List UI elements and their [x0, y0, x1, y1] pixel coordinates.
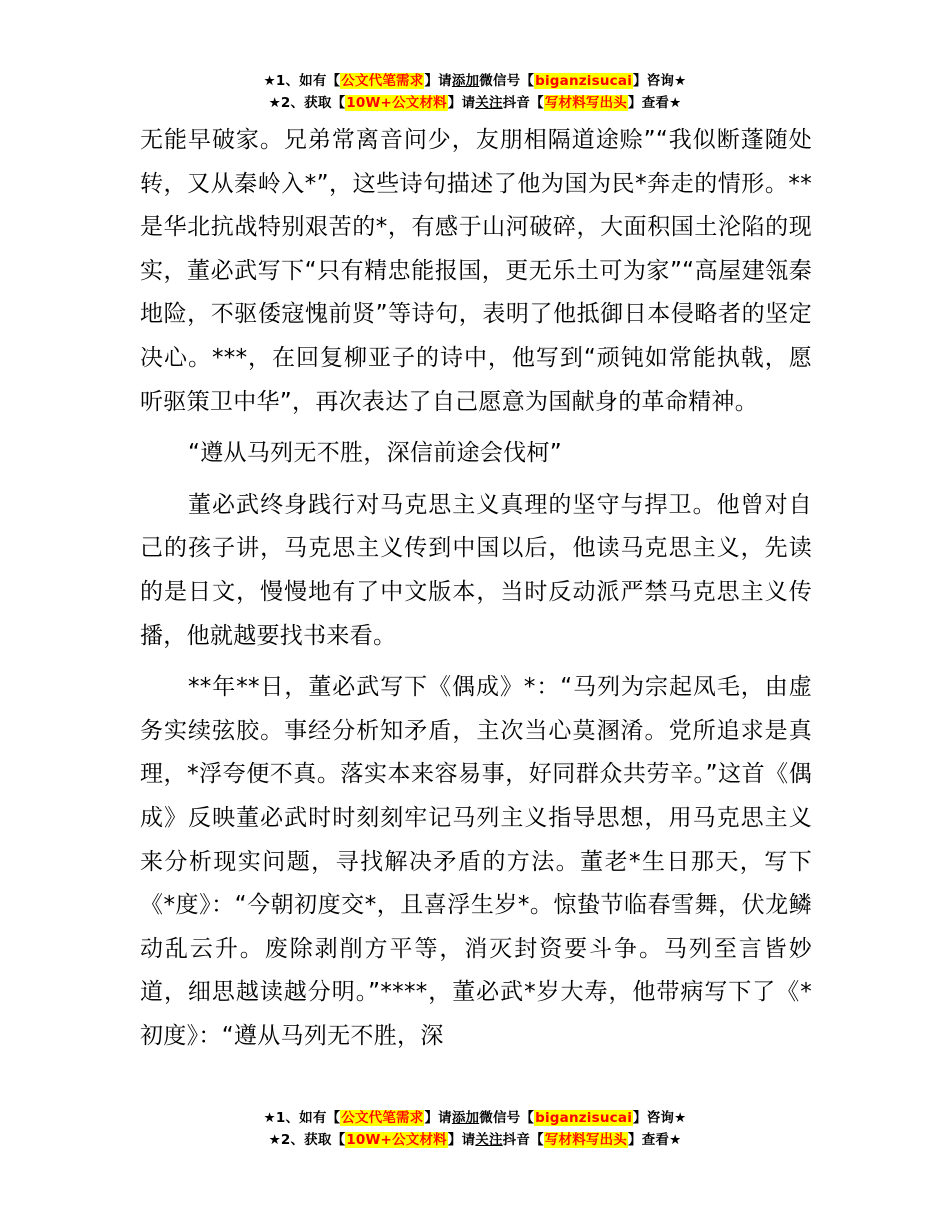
paragraph-1: 无能早破家。兄弟常离音问少，友朋相隔道途赊”“我似断蓬随处转，又从秦岭入*”，这些诗句描述了他为国为民*奔走的情形。**是华北抗战特别艰苦的*，有感于山河破碎，大面积国土沦陷的现实，董必武写下“只有精忠能报国，更无乐土可为家”“高屋建瓴秦地险，不驱倭寇愧前贤”等诗句，表明了他抵御日本侵略者的坚定决心。***，在回复柳亚子的诗中，他写到“顽钝如常能执戟，愿听驱策卫中华”，再次表达了自己愿意为国献身的革命精神。	[140, 127, 812, 415]
highlight-materials: 10W+公文材料	[346, 95, 447, 111]
banner-line-2: ★2、获取【10W+公文材料】请关注抖音【写材料写出头】查看★	[268, 1132, 682, 1148]
highlight-wechat-id: biganzisucai	[535, 73, 633, 89]
paragraph-2: 董必武终身践行对马克思主义真理的坚守与捍卫。他曾对自己的孩子讲，马克思主义传到中国以后，他读马克思主义，先读的是日文，慢慢地有了中文版本，当时反动派严禁马克思主义传播，他就越要找书来看。	[140, 491, 812, 649]
highlight-materials: 10W+公文材料	[346, 1132, 447, 1148]
header-banner	[0, 70, 950, 114]
banner-line-1: ★1、如有【公文代笔需求】请添加微信号【biganzisucai】咨询★	[263, 73, 687, 89]
banner-line-1: ★1、如有【公文代笔需求】请添加微信号【biganzisucai】咨询★	[263, 1110, 687, 1126]
paragraph-3: **年**日，董必武写下《偶成》*：“马列为宗起凤毛，由虚务实续弦胶。事经分析知矛盾，主次当心莫溷淆。党所追求是真理，*浮夸便不真。落实本来容易事，好同群众共劳辛。”这首《偶成》反映董必武时时刻刻牢记马列主义指导思想，用马克思主义来分析现实问题，寻找解决矛盾的方法。董老*生日那天，写下《*度》：“今朝初度交*，且喜浮生岁*。惊蛰节临春雪舞，伏龙鳞动乱云升。废除剥削方平等，消灭封资要斗争。马列至言皆妙道，细思越读越分明。”****，董必武*岁大寿，他带病写下了《*初度》：“遵从马列无不胜，深	[140, 674, 812, 1049]
highlight-service: 公文代笔需求	[341, 1110, 424, 1126]
footer-banner	[0, 1107, 950, 1151]
section-heading: “遵从马列无不胜，深信前途会伐柯”	[188, 440, 562, 467]
banner-line-2: ★2、获取【10W+公文材料】请关注抖音【写材料写出头】查看★	[268, 95, 682, 111]
highlight-wechat-id: biganzisucai	[535, 1110, 633, 1126]
document-body	[140, 119, 812, 1058]
highlight-douyin: 写材料写出头	[544, 1132, 627, 1148]
highlight-douyin: 写材料写出头	[544, 95, 627, 111]
highlight-service: 公文代笔需求	[341, 73, 424, 89]
